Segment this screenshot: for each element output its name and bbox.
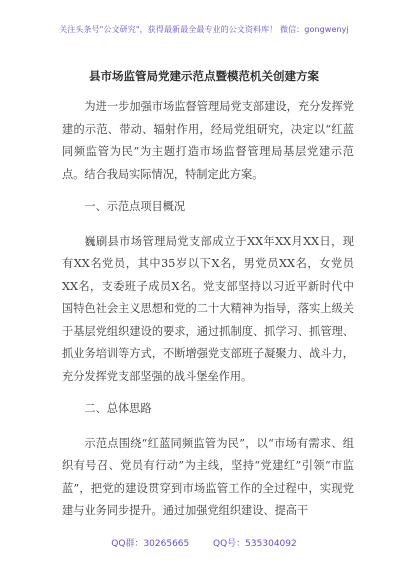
footer-contact <box>0 536 408 549</box>
document-body <box>62 96 354 523</box>
document-title: 县市场监管局党建示范点暨模范机关创建方案 <box>89 69 319 83</box>
qq-number: QQ号：535304092 <box>213 539 297 549</box>
qq-group: QQ群：30265665 <box>111 539 190 549</box>
header-banner: 关注头条号"公文研究"，获得最新最全最专业的公文资料库！ 微信：gongwenyj <box>59 25 349 34</box>
paragraph-overview: 巍刷县市场管理局党支部成立于XX年XX月XX日，现有XX名党员，其中35岁以下X名，男党员XX名，女党员XX名，支委班子成员X名。党支部坚持以习近平新时代中国特色社会主义思想和党的二十大精神为指导，落实上级关于基层党组织建设的要求，通过抓制度、抓学习、抓管理、抓业务培训等方式，不断增强党支部班子凝聚力、战斗力，充分发挥党支部坚强的战斗堡垒作用。 <box>62 234 354 383</box>
paragraph-approach: 示范点围绕“红蓝同频监管为民”，以“市场有需求、组织有号召、党员有行动”为主线，坚持“党建红”引领“市监蓝”，把党的建设贯穿到市场监管工作的全过程中，实现党建与业务同步提升。通过加强党组织建设、提高干 <box>62 436 354 517</box>
paragraph-intro: 为进一步加强市场监督管理局党支部建设，充分发挥党建的示范、带动、辐射作用，经局党组研究，决定以“红蓝同频监管为民”为主题打造市场监督管理局基层党建示范点。结合我局实际情况，特制定此方案。 <box>62 100 354 181</box>
section-heading-approach: 二、总体思路 <box>84 402 152 415</box>
section-heading-overview: 一、示范点项目概况 <box>84 200 186 213</box>
